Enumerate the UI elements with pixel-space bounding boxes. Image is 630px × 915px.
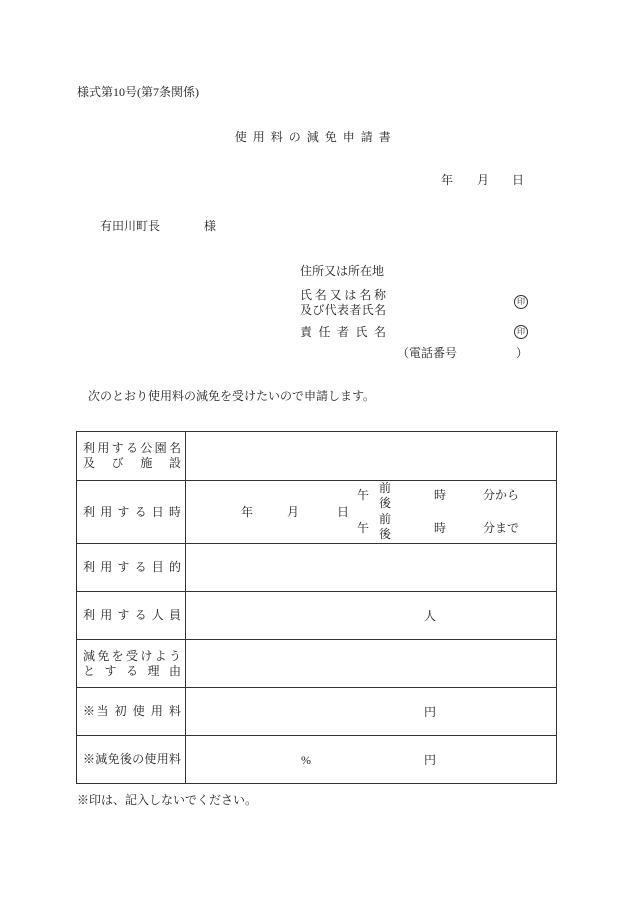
datetime-year: 年 [241,505,254,519]
datetime-month: 月 [287,505,300,519]
reason-value [186,640,557,688]
purpose-value [186,544,557,592]
document-title: 使 用 料 の 減 免 申 請 書 [234,130,393,144]
purpose-label: 利 用 す る 目 的 [83,560,181,574]
reduced-fee-value [186,736,557,784]
original-fee-label: ※当 初 使 用 料 [83,704,181,718]
applicant-name-label-line1: 氏名又は名称 [300,288,386,302]
datetime-value [186,481,557,544]
date-day-label: 日 [512,173,525,187]
park-facility-value [186,432,557,481]
form-number: 様式第10号(第7条関係) [77,85,199,99]
reduced-fee-label: ※減免後の使用料 [83,752,181,766]
reduced-fee-label-cell [77,736,186,784]
original-fee-label-cell [77,688,186,736]
reason-label-cell [77,640,186,688]
application-table [76,431,558,784]
purpose-label-cell [77,544,186,592]
park-label-line2: 及 び 施 設 [83,456,181,470]
end-after: 後 [379,527,392,541]
applicant-address-label: 住所又は所在地 [300,264,385,278]
park-facility-label [77,432,186,481]
intro-statement: 次のとおり使用料の減免を受けたいので申請します。 [88,389,376,403]
seal-mark-responsible: 印 [514,325,528,339]
applicant-name-label-line2: 及び代表者氏名 [300,303,386,317]
park-label-line1: 利用する公園名 [83,441,181,455]
attendees-label-cell [77,592,186,640]
reason-label-line2: と す る 理 由 [83,663,181,678]
end-minute-until: 分まで [483,521,520,535]
addressee-name: 有田川町長 [100,219,161,233]
date-year-label: 年 [441,173,454,187]
original-fee-unit: 円 [424,704,437,719]
start-noon: 午 [357,488,370,502]
reduced-fee-unit: 円 [424,752,437,767]
datetime-day: 日 [337,505,350,519]
reason-label-line1: 減免を受けよう [83,648,181,663]
phone-number-label: （電話番号 [397,346,458,360]
original-fee-value [186,688,557,736]
date-month-label: 月 [477,173,490,187]
seal-mark-applicant: 印 [514,295,528,309]
start-after: 後 [379,496,392,510]
attendees-value [186,592,557,640]
phone-number-close: ） [516,346,529,360]
datetime-label: 利 用 す る 日 時 [83,504,181,519]
end-noon: 午 [357,521,370,535]
start-before: 前 [379,481,392,495]
attendees-label: 利 用 す る 人 員 [83,608,181,622]
datetime-label-cell [77,481,186,544]
reduced-fee-percent: % [301,752,311,767]
end-before: 前 [379,512,392,526]
attendees-unit: 人 [424,608,437,623]
addressee-honorific: 様 [204,219,217,233]
start-minute-from: 分から [483,488,520,502]
footnote: ※印は、記入しないでください。 [77,793,258,807]
start-hour: 時 [434,488,447,502]
responsible-person-label: 責 任 者 氏 名 [300,325,386,339]
end-hour: 時 [434,521,447,535]
